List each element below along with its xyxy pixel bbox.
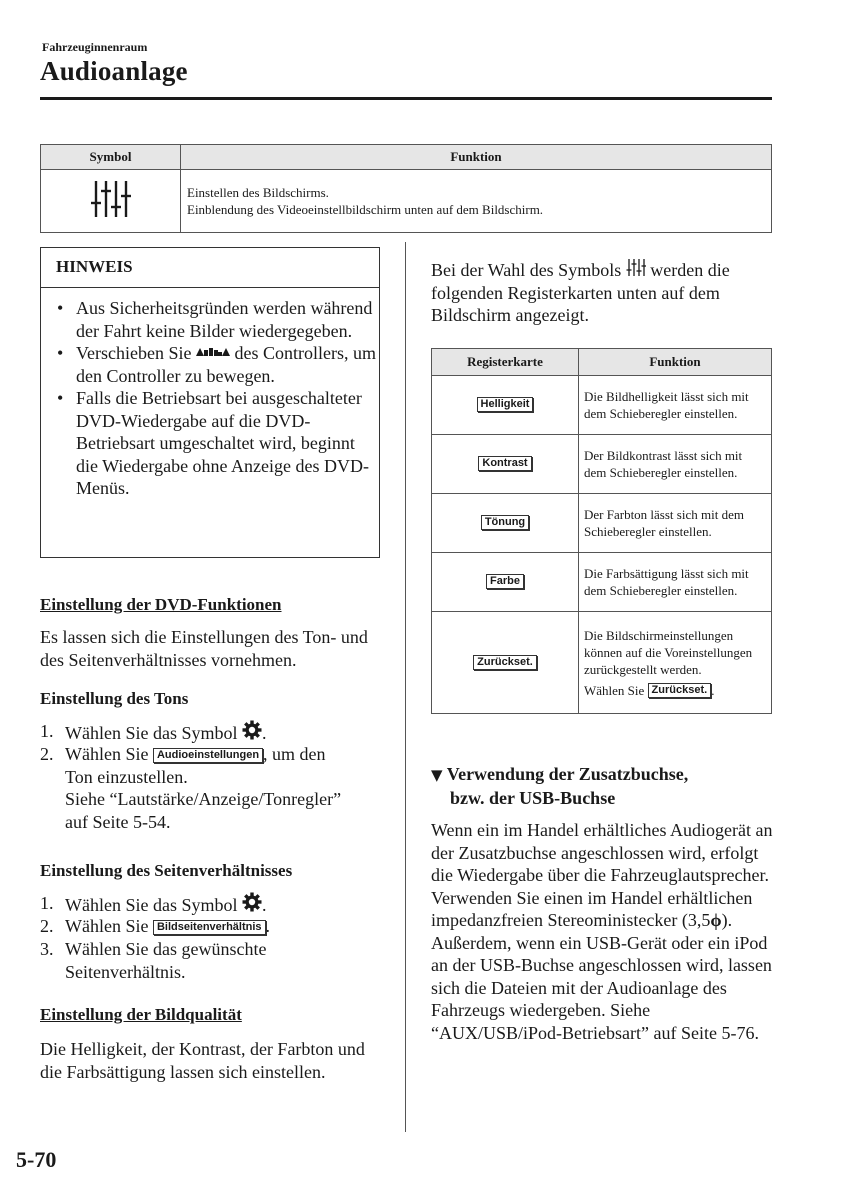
aux-heading-line2: bzw. der USB-Buchse: [450, 788, 616, 808]
symbol-cell: [41, 170, 181, 233]
tab-function: Der Farbton lässt sich mit dem Schieberegler einstellen.: [579, 494, 772, 553]
aux-phi: ϕ: [710, 910, 722, 930]
step-number: 2.: [40, 744, 54, 764]
list-item: [57, 297, 379, 342]
hinweis-box: [40, 247, 380, 558]
tab-label-cell: [432, 494, 579, 553]
tab-function-cell: [579, 612, 772, 714]
tab-farbe[interactable]: Farbe: [486, 574, 524, 589]
step-number: 2.: [40, 916, 54, 936]
hinweis-item-1: Aus Sicherheitsgründen werden während der Fahrt keine Bilder wiedergegeben.: [76, 298, 373, 341]
tab-zurueckset[interactable]: Zurückset.: [473, 655, 537, 670]
hinweis-list: [41, 288, 379, 500]
tons-step2-pre: Wählen Sie: [65, 744, 149, 764]
hinweis-item-2-post: des Controllers, um den Controller zu bewegen.: [76, 343, 376, 386]
hinweis-title: HINWEIS: [41, 248, 379, 288]
list-item: [57, 387, 379, 500]
function-line-2: Einblendung des Videoeinstellbildschirm unten auf dem Bildschirm.: [187, 202, 544, 217]
function-line-1: Einstellen des Bildschirms.: [187, 185, 329, 200]
page-title: Audioanlage: [40, 56, 188, 86]
right-intro: [431, 258, 776, 327]
zurueckset-pre: Wählen Sie: [584, 682, 645, 698]
tab-kontrast[interactable]: Kontrast: [478, 456, 531, 471]
aux-heading-marker: ▼: [431, 766, 443, 784]
step-text: [65, 938, 266, 983]
tab-helligkeit[interactable]: Helligkeit: [477, 397, 534, 412]
step-text: [65, 743, 380, 833]
register-table: [431, 348, 772, 714]
tons-step2-line2: Ton einzustellen.: [65, 766, 188, 787]
tab-function: Der Bildkontrast lässt sich mit dem Schieberegler einstellen.: [579, 435, 772, 494]
seiten-step1-text: Wählen Sie das Symbol: [65, 895, 238, 915]
seiten-step3-line2: Seitenverhältnis.: [65, 961, 186, 982]
step-number: 1.: [40, 893, 54, 913]
list-item: [57, 342, 379, 387]
title-divider: [40, 97, 772, 100]
bullet: •: [57, 388, 64, 408]
dvd-intro: Es lassen sich die Einstellungen des Ton- und des Seitenverhältnisses vornehmen.: [40, 627, 368, 670]
aux-text-1: Wenn ein im Handel erhältliches Audiogerät an der Zusatzbuchse angeschlossen wird, erfolgt die Wiedergabe über die Fahrzeuglautsprecher. Verwenden Sie einen im Handel erhältlichen impedanzfreien Stereoministecker (3,5: [431, 820, 773, 930]
table-row: [432, 612, 772, 714]
table-row: [432, 494, 772, 553]
aux-heading: [431, 763, 688, 810]
tons-step2-post: , um den: [263, 744, 326, 764]
tab-label-cell: [432, 553, 579, 612]
aux-text: [431, 819, 776, 1044]
bildseitenverhaeltnis-button[interactable]: Bildseitenverhältnis: [153, 920, 266, 935]
table-row: [432, 376, 772, 435]
dvd-heading: Einstellung der DVD-Funktionen: [40, 595, 282, 614]
tons-step2-line3: Siehe “Lautstärke/Anzeige/Tonregler”: [65, 789, 342, 809]
hinweis-item-2-pre: Verschieben Sie: [76, 343, 192, 363]
right-intro-line2: folgenden Registerkarten unten auf dem: [431, 282, 720, 303]
zurueckset-post: .: [711, 682, 715, 698]
symbol-function-table: [40, 144, 772, 233]
col-header-funktion: Funktion: [181, 145, 772, 170]
table-row: [432, 553, 772, 612]
tons-step1-text: Wählen Sie das Symbol: [65, 723, 238, 743]
symbol-function-cell: [181, 170, 772, 233]
section-label: Fahrzeuginnenraum: [42, 40, 148, 54]
equalizer-sliders-icon: [626, 258, 646, 277]
step-text: Wählen Sie Bildseitenverhältnis .: [65, 916, 271, 936]
aux-text-1-end: ).: [721, 910, 733, 930]
aux-text-2: Außerdem, wenn ein USB-Gerät oder ein iPod an der USB-Buchse angeschlossen wird, lassen sich die Dateien mit der Audioanlage des Fahrzeugs wiedergeben. Siehe “AUX/USB/iPod-Betriebsart” auf Seite 5-76.: [431, 932, 772, 1043]
seiten-step-2: [40, 915, 380, 938]
tab-label-cell: [432, 376, 579, 435]
step-number: 3.: [40, 939, 54, 959]
tab-function: Die Bildhelligkeit lässt sich mit dem Schieberegler einstellen.: [579, 376, 772, 435]
col-header-funktion: Funktion: [579, 349, 772, 376]
step-text: Wählen Sie das Symbol .: [65, 720, 266, 745]
tab-toenung[interactable]: Tönung: [481, 515, 529, 530]
bild-text: Die Helligkeit, der Kontrast, der Farbton und die Farbsättigung lassen sich einstellen.: [40, 1039, 365, 1082]
tons-step-1: [40, 720, 380, 743]
controller-slide-icon: [196, 345, 230, 357]
tab-label-cell: [432, 435, 579, 494]
tab-function: Die Farbsättigung lässt sich mit dem Schieberegler einstellen.: [579, 553, 772, 612]
seiten-heading: Einstellung des Seitenverhältnisses: [40, 861, 293, 880]
tons-step-2: [40, 743, 380, 833]
col-header-symbol: Symbol: [41, 145, 181, 170]
gear-icon: [242, 720, 262, 740]
bullet: •: [57, 343, 64, 363]
tons-heading: Einstellung des Tons: [40, 689, 189, 708]
zurueckset-button[interactable]: Zurückset.: [648, 683, 712, 698]
seiten-step2-pre: Wählen Sie: [65, 916, 149, 936]
bild-heading: Einstellung der Bildqualität: [40, 1005, 242, 1024]
seiten-step-3: [40, 938, 380, 984]
column-divider: [405, 242, 406, 1132]
audioeinstellungen-button[interactable]: Audioeinstellungen: [153, 748, 263, 763]
step-text: Wählen Sie das Symbol .: [65, 892, 266, 917]
right-intro-line3: Bildschirm angezeigt.: [431, 305, 589, 325]
step-number: 1.: [40, 721, 54, 741]
right-intro-post: werden die: [650, 260, 730, 280]
table-row: [432, 435, 772, 494]
aux-heading-line1: Verwendung der Zusatzbuchse,: [446, 764, 689, 784]
page-number: 5-70: [16, 1147, 57, 1172]
tab-function: Die Bildschirmeinstellungen können auf die Voreinstellungen zurückgestellt werden.: [584, 627, 753, 677]
tab-label-cell: [432, 612, 579, 714]
gear-icon: [242, 892, 262, 912]
tons-step2-line4: auf Seite 5-54.: [65, 811, 171, 832]
bullet: •: [57, 298, 64, 318]
hinweis-item-3: Falls die Betriebsart bei ausgeschalteter DVD-Wiedergabe auf die DVD-Betriebsart umgeschaltet wird, beginnt die Wiedergabe ohne Anzeige des DVD-Menüs.: [76, 388, 370, 498]
seiten-step3-line1: Wählen Sie das gewünschte: [65, 939, 267, 959]
equalizer-sliders-icon: [90, 179, 132, 219]
seiten-step-1: [40, 892, 380, 915]
col-header-registerkarte: Registerkarte: [432, 349, 579, 376]
right-intro-pre: Bei der Wahl des Symbols: [431, 260, 622, 280]
